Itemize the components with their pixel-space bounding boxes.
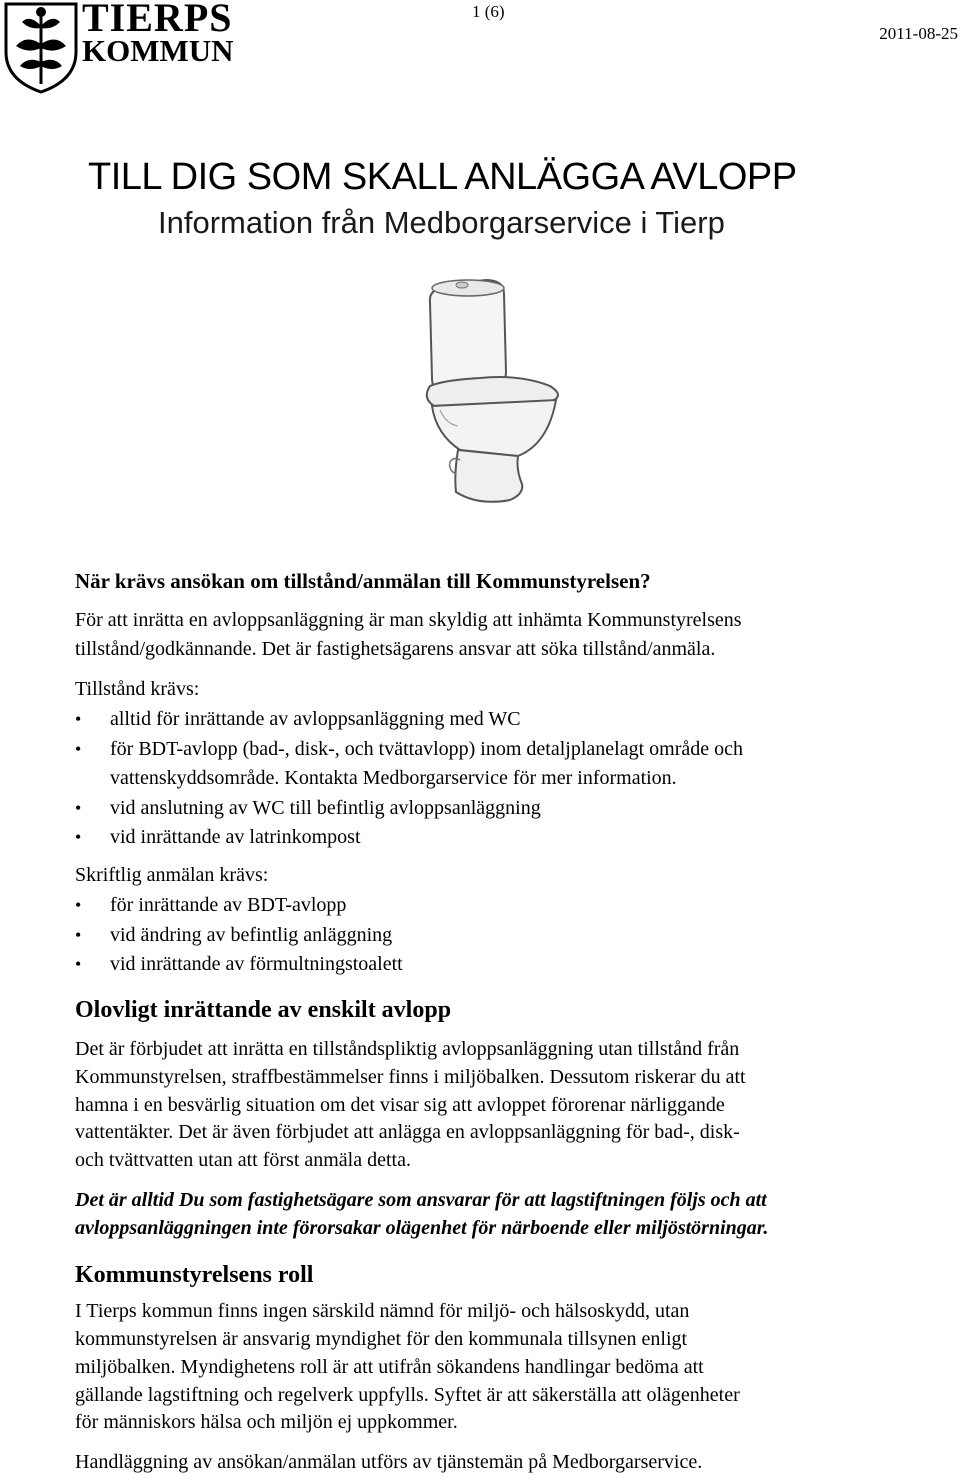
closing-line: Handläggning av ansökan/anmälan utförs av tjänstemän på Medborgarservice. bbox=[75, 1451, 703, 1473]
section-heading-unauthorized: Olovligt inrättande av enskilt avlopp bbox=[75, 997, 452, 1023]
paragraph-line: kommunstyrelsen är ansvarig myndighet för den kommunala tillsynen enligt bbox=[75, 1328, 688, 1350]
logo-text-kommun: KOMMUN bbox=[82, 33, 234, 68]
intro-paragraph-line: tillstånd/godkännande. Det är fastighetsägarens ansvar att söka tillstånd/anmäla. bbox=[75, 638, 716, 660]
notice-required-list bbox=[75, 891, 915, 980]
paragraph-line: hamna i en besvärlig situation om det visar sig att avloppet förorenar närliggande bbox=[75, 1094, 725, 1116]
section-heading-when-required: När krävs ansökan om tillstånd/anmälan till Kommunstyrelsen? bbox=[75, 569, 651, 593]
notice-required-label: Skriftlig anmälan krävs: bbox=[75, 864, 269, 886]
intro-paragraph-line: För att inrätta en avloppsanläggning är man skyldig att inhämta Kommunstyrelsens bbox=[75, 609, 742, 631]
emphasis-line: avloppsanläggningen inte förorsakar olägenhet för närboende eller miljöstörningar. bbox=[75, 1217, 769, 1239]
paragraph-line: Kommunstyrelsen, straffbestämmelser finns i miljöbalken. Dessutom riskerar du att bbox=[75, 1066, 746, 1088]
list-item: • vid anslutning av WC till befintlig avloppsanläggning bbox=[75, 794, 915, 824]
document-date: 2011-08-25 bbox=[879, 24, 958, 43]
paragraph-line: miljöbalken. Myndighetens roll är att utifrån sökandens handlingar bedöma att bbox=[75, 1356, 704, 1378]
list-item: • för BDT-avlopp (bad-, disk-, och tvättavlopp) inom detaljplanelagt område och vattenskyddsområde. Kontakta Medborgarservice för mer information. bbox=[75, 735, 915, 794]
paragraph-line: för människors hälsa och miljön ej uppkommer. bbox=[75, 1411, 458, 1433]
permit-required-label: Tillstånd krävs: bbox=[75, 678, 200, 700]
paragraph-line: I Tierps kommun finns ingen särskild nämnd för miljö- och hälsoskydd, utan bbox=[75, 1300, 690, 1322]
coat-of-arms-icon bbox=[2, 0, 80, 94]
list-item: • vid ändring av befintlig anläggning bbox=[75, 921, 915, 951]
emphasis-line: Det är alltid Du som fastighetsägare som ansvarar för att lagstiftningen följs och att bbox=[75, 1189, 767, 1211]
tierps-kommun-logo bbox=[2, 0, 232, 96]
page-title: TILL DIG SOM SKALL ANLÄGGA AVLOPP bbox=[88, 156, 797, 198]
paragraph-line: och tvättvatten utan att först anmäla detta. bbox=[75, 1149, 411, 1171]
list-item: • vid inrättande av latrinkompost bbox=[75, 823, 915, 853]
toilet-illustration bbox=[400, 274, 580, 509]
list-item: • vid inrättande av förmultningstoalett bbox=[75, 950, 915, 980]
paragraph-line: gällande lagstiftning och regelverk uppfylls. Syftet är att säkerställa att olägenheter bbox=[75, 1384, 740, 1406]
list-item: • för inrättande av BDT-avlopp bbox=[75, 891, 915, 921]
page-subtitle: Information från Medborgarservice i Tierp bbox=[158, 205, 725, 240]
logo-text-tierps: TIERPS bbox=[82, 0, 233, 40]
permit-required-list bbox=[75, 705, 915, 853]
list-item: • alltid för inrättande av avloppsanläggning med WC bbox=[75, 705, 915, 735]
page-number: 1 (6) bbox=[472, 2, 505, 21]
section-heading-board-role: Kommunstyrelsens roll bbox=[75, 1262, 314, 1288]
paragraph-line: Det är förbjudet att inrätta en tillståndspliktig avloppsanläggning utan tillstånd från bbox=[75, 1038, 740, 1060]
paragraph-line: vattentäkter. Det är även förbjudet att anlägga en avloppsanläggning för bad-, disk- bbox=[75, 1121, 740, 1143]
